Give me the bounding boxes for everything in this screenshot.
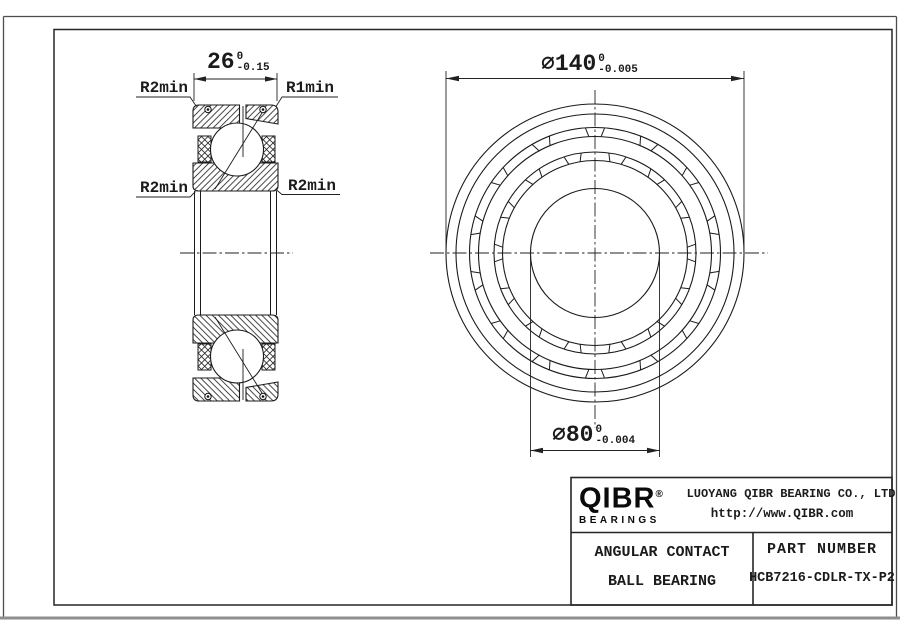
dim-width-upper-tol: 0 [236, 51, 244, 63]
dim-bore-upper-tol: 0 [595, 424, 603, 436]
logo-text: QIBR [579, 482, 656, 515]
dim-width-value: 26 [207, 49, 235, 75]
outer-border [4, 17, 897, 618]
dim-bore-value: ∅80 [552, 422, 594, 448]
product-type-line2: BALL BEARING [607, 573, 717, 590]
dim-od-text [541, 52, 638, 76]
arrow-icon [194, 76, 206, 81]
dim-od-value: ∅140 [541, 51, 597, 77]
product-type-line1: ANGULAR CONTACT [594, 544, 730, 561]
dim-width-lines [194, 73, 277, 101]
company-website: http://www.QIBR.com [710, 507, 854, 521]
arrow-icon [531, 448, 544, 453]
front-view [430, 71, 768, 457]
logo-subtext: BEARINGS [579, 514, 660, 526]
part-number-value: HCB7216-CDLR-TX-P2 [749, 571, 895, 586]
dim-od-lower-tol: -0.005 [598, 64, 638, 76]
arrow-icon [265, 76, 277, 81]
part-number-label: PART NUMBER [766, 541, 878, 558]
dim-bore-text [552, 423, 635, 447]
front-view-centerlines [430, 90, 768, 428]
dim-bore-lower-tol: -0.004 [595, 435, 636, 447]
radius-label-top-left: R2min [140, 79, 189, 97]
radius-label-mid-right: R2min [288, 177, 337, 195]
radius-label-mid-left: R2min [140, 179, 189, 197]
dim-od-upper-tol: 0 [598, 53, 605, 65]
arrow-icon [446, 76, 459, 81]
dim-width-lower-tol: -0.15 [236, 62, 270, 74]
company-logo [579, 480, 664, 526]
arrow-icon [731, 76, 744, 81]
radius-label-top-right: R1min [286, 79, 335, 97]
registered-mark-icon: ® [655, 489, 664, 500]
arrow-icon [647, 448, 660, 453]
company-name: LUOYANG QIBR BEARING CO., LTD [686, 487, 896, 501]
dim-width-text [207, 50, 270, 74]
section-view [136, 73, 340, 401]
